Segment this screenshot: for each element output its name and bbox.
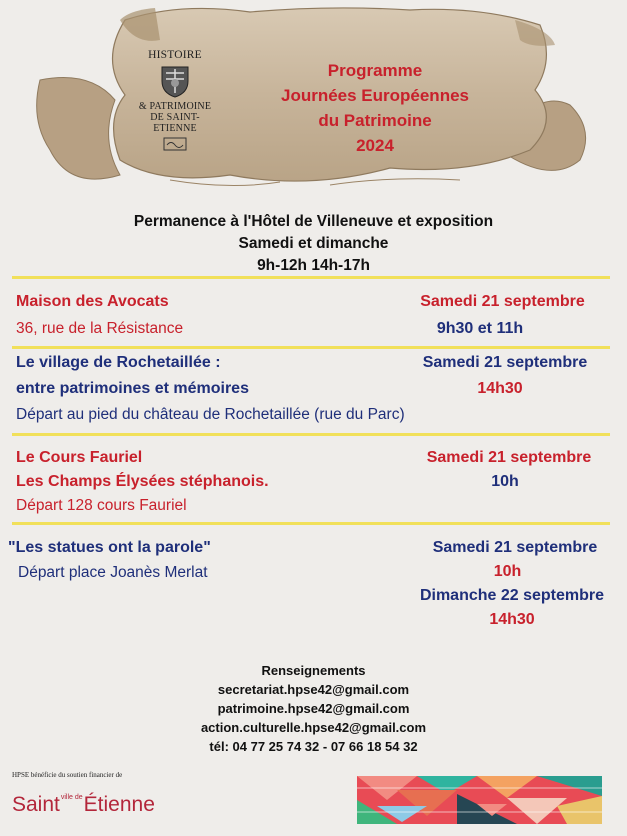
contact-email-culture[interactable]: action.culturelle.hpse42@gmail.com <box>200 720 427 735</box>
event-date: Dimanche 22 septembre <box>419 587 605 604</box>
permanence-line-2: Samedi et dimanche <box>238 235 389 252</box>
event-detail: Départ place Joanès Merlat <box>18 564 208 581</box>
event-title: Maison des Avocats <box>16 293 169 310</box>
contact-email-patrimoine[interactable]: patrimoine.hpse42@gmail.com <box>217 701 410 716</box>
event-date: Samedi 21 septembre <box>422 354 588 371</box>
coat-of-arms-icon <box>158 63 192 99</box>
event-title: "Les statues ont la parole" <box>8 539 211 556</box>
logo-line-3: DE SAINT-ETIENNE <box>150 112 200 134</box>
permanence-block <box>0 211 627 277</box>
heritage-days-logo <box>357 776 602 824</box>
event-detail: 36, rue de la Résistance <box>16 320 184 337</box>
event-title: Le village de Rochetaillée : <box>16 354 221 371</box>
event-time: 10h <box>491 473 519 490</box>
event-date: Samedi 21 septembre <box>432 539 598 556</box>
event-detail: Départ au pied du château de Rochetaillée (rue du Parc) <box>16 406 405 423</box>
logo-seal-icon <box>163 137 187 151</box>
event-time: 9h30 et 11h <box>436 320 524 337</box>
separator <box>12 522 610 525</box>
logo-line-2: & PATRIMOINE <box>138 101 212 112</box>
contact-heading: Renseignements <box>261 663 366 678</box>
city-logo-sup: ville de <box>60 794 83 801</box>
permanence-line-3: 9h-12h 14h-17h <box>257 257 370 274</box>
city-logo-text-2: Étienne <box>83 793 155 816</box>
separator <box>12 433 610 436</box>
event-detail: Départ 128 cours Fauriel <box>16 497 187 514</box>
contact-block <box>0 661 627 756</box>
separator <box>12 346 610 349</box>
event-time: 14h30 <box>489 611 535 628</box>
programme-line-2: Journées Européennes <box>280 86 469 105</box>
contact-email-secretariat[interactable]: secretariat.hpse42@gmail.com <box>217 682 410 697</box>
event-date: Samedi 21 septembre <box>426 449 592 466</box>
heritage-days-pattern-graphic <box>357 776 602 824</box>
programme-line-4: 2024 <box>356 136 394 155</box>
event-time: 14h30 <box>477 380 523 397</box>
programme-title <box>250 58 500 158</box>
programme-line-1: Programme <box>327 61 423 80</box>
contact-phone: tél: 04 77 25 74 32 - 07 66 18 54 32 <box>209 739 418 754</box>
separator <box>12 276 610 279</box>
event-date: Samedi 21 septembre <box>420 293 585 310</box>
permanence-line-1: Permanence à l'Hôtel de Villeneuve et exposition <box>133 213 494 230</box>
sponsor-note: HPSE bénéficie du soutien financier de <box>12 771 123 779</box>
hpse-logo <box>132 50 218 162</box>
event-title: entre patrimoines et mémoires <box>16 380 249 397</box>
saint-etienne-logo <box>12 793 155 817</box>
event-title: Le Cours Fauriel <box>16 449 143 466</box>
event-title: Les Champs Élysées stéphanois. <box>16 473 269 490</box>
event-time: 10h <box>493 563 522 580</box>
programme-line-3: du Patrimoine <box>318 111 432 130</box>
logo-line-1: HISTOIRE <box>148 49 202 61</box>
city-logo-text-1: Saint <box>12 793 60 816</box>
